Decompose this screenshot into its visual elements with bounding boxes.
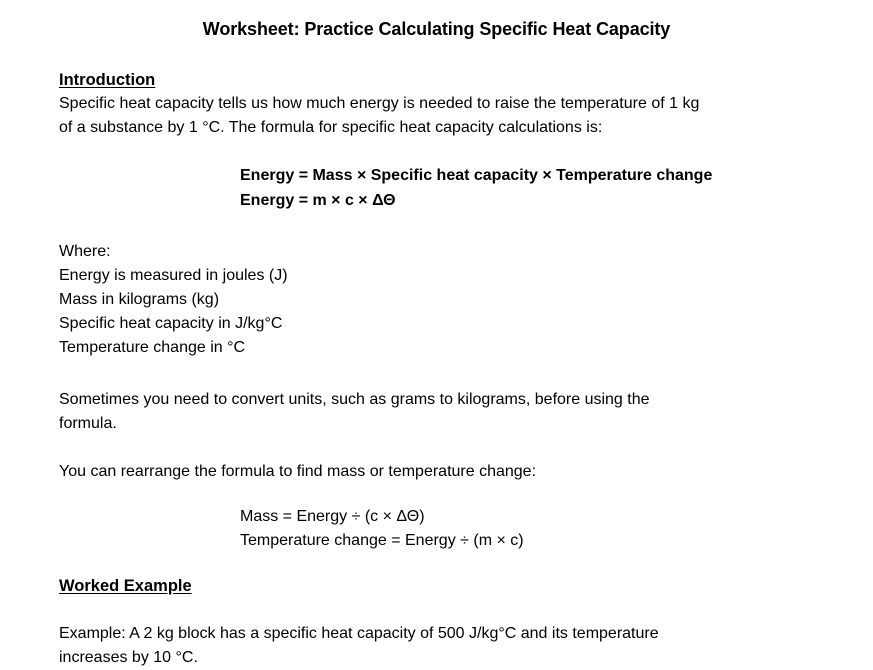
section-heading-introduction: Introduction <box>59 71 156 89</box>
conversion-note-line: formula. <box>59 415 117 432</box>
introduction-paragraph-line: of a substance by 1 °C. The formula for specific heat capacity calculations is: <box>59 119 603 136</box>
rearranged-formula-block <box>240 505 873 553</box>
main-formula-symbols: Energy = m × c × ΔΘ <box>240 192 396 209</box>
section-heading-worked-example: Worked Example <box>59 577 192 595</box>
rearranged-formula-mass: Mass = Energy ÷ (c × ΔΘ) <box>240 508 425 525</box>
document-body-worked-example <box>59 574 799 670</box>
worked-example-line: increases by 10 °C. <box>59 649 198 666</box>
rearranged-formula-temperature-change: Temperature change = Energy ÷ (m × c) <box>240 532 524 549</box>
definition-item-specific-heat-capacity: Specific heat capacity in J/kg°C <box>59 315 283 332</box>
document-body <box>59 68 799 140</box>
conversion-note-line: Sometimes you need to convert units, such as grams to kilograms, before using the <box>59 391 650 408</box>
definition-item-mass: Mass in kilograms (kg) <box>59 291 220 308</box>
definitions-label: Where: <box>59 243 111 260</box>
definition-item-temperature-change: Temperature change in °C <box>59 339 246 356</box>
main-formula-words: Energy = Mass × Specific heat capacity × Temperature change <box>240 167 713 184</box>
document-body-lower <box>59 240 799 484</box>
worked-example-paragraph <box>59 622 799 670</box>
introduction-paragraph-line: Specific heat capacity tells us how much energy is needed to raise the temperature of 1 kg <box>59 95 700 112</box>
conversion-note <box>59 388 799 436</box>
main-formula-block <box>240 163 873 213</box>
worked-example-line: Example: A 2 kg block has a specific heat capacity of 500 J/kg°C and its temperature <box>59 625 659 642</box>
rearrange-intro-text: You can rearrange the formula to find mass or temperature change: <box>59 463 537 480</box>
definition-item-energy: Energy is measured in joules (J) <box>59 267 288 284</box>
page-title: Worksheet: Practice Calculating Specific Heat Capacity <box>202 19 671 39</box>
introduction-paragraph <box>59 92 799 140</box>
